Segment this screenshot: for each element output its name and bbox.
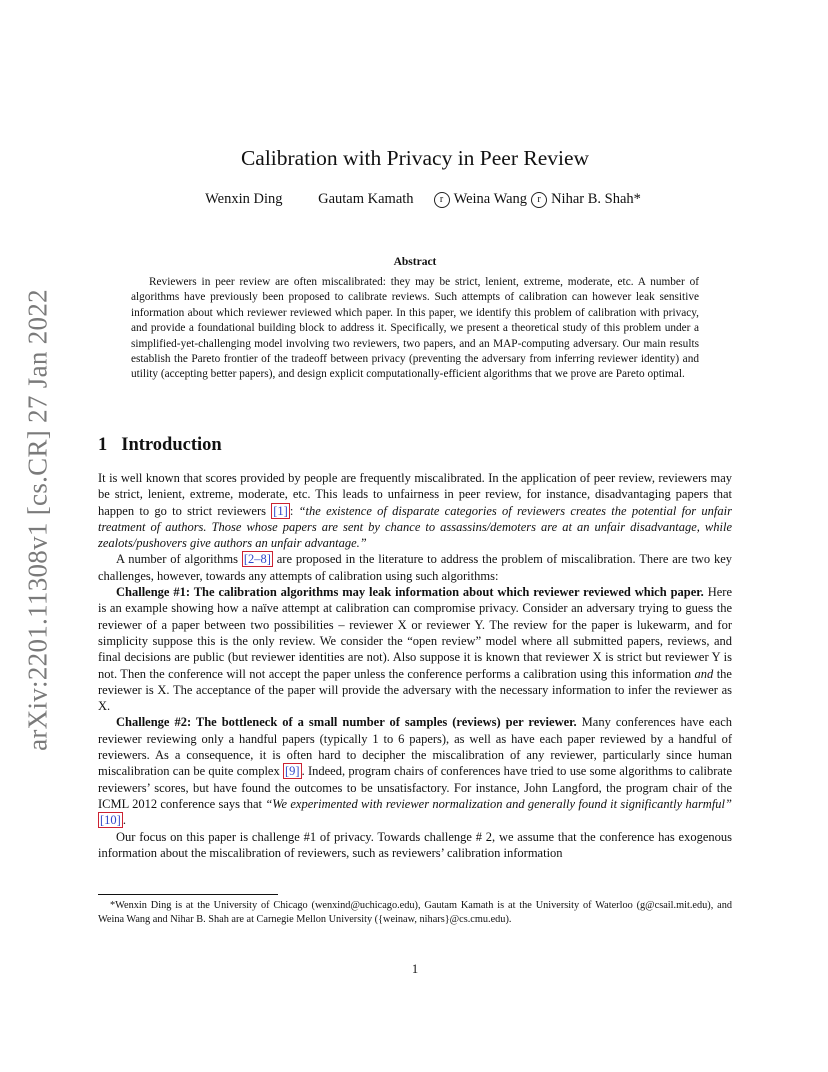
paragraph-focus: Our focus on this paper is challenge #1 of privacy. Towards challenge # 2, we assume that the conference has exogenous information about the miscalibration of reviewers, such as reviewers’ calibration information: [98, 829, 732, 860]
challenge-1-heading: Challenge #1: The calibration algorithms may leak information about which reviewer reviewed which paper.: [116, 585, 704, 600]
abstract-text: Reviewers in peer review are often miscalibrated: they may be strict, lenient, extreme, moderate, etc. A number of algorithms have previously been proposed to calibrate reviews. Such attempts of calibration can however leak sensitive information about which reviewer reviewed which paper. In this paper, we identify this problem of calibration with privacy, and provide a foundational building block to address it. Specifically, we present a theoretical study of this problem under a simplified-yet-challenging model involving two reviewers, two papers, and an MAP-computing adversary. Our main results establish the Pareto frontier of the tradeoff between privacy (preventing the adversary from inferring reviewer identity) and utility (accepting better papers), and design explicit computationally-efficient algorithms that we prove are Pareto optimal.: [131, 276, 699, 381]
author-1: Wenxin Ding: [205, 191, 283, 207]
random-order-icon: r: [434, 192, 450, 208]
paper-title: Calibration with Privacy in Peer Review: [240, 146, 590, 170]
text-run: :: [289, 503, 299, 518]
paragraph-intro: [98, 470, 732, 551]
section-title: Introduction: [121, 435, 222, 455]
challenge-2-heading: Challenge #2: The bottleneck of a small number of samples (reviews) per reviewer.: [116, 715, 577, 730]
text-run: It is well known that scores provided by people are frequently miscalibrated. In the application of peer review, reviewers may be strict, lenient, extreme, moderate, etc. This leads to unfairness in peer review, for instance, disadvantaging papers that happen to go to strict reviewers: [98, 471, 732, 518]
citation-link[interactable]: [1]: [273, 503, 288, 518]
citation-link[interactable]: [10]: [100, 813, 121, 828]
author-2: Gautam Kamath: [318, 191, 414, 207]
arxiv-stamp: [18, 290, 58, 750]
section-number: 1: [98, 435, 108, 455]
citation-link[interactable]: [2–8]: [243, 552, 271, 567]
text-run: are proposed in the literature to address the problem of miscalibration. There are two key challenges, however, towards any attempts of calibration using such algorithms:: [98, 552, 732, 583]
author-3: Weina Wang: [453, 191, 528, 207]
text-run: Many conferences have each reviewer reviewing only a handful papers (typically 1 to 6 papers), as well as have each paper reviewed by a handful of reviewers. As a consequence, it is often hard to decipher the miscalibration of any reviewer, particularly since human miscalibration can be quite complex: [98, 715, 732, 779]
text-run: . Indeed, program chairs of conferences have tried to use some algorithms to calibrate reviewers’ scores, but have found the outcomes to be unsatisfactory. For instance, John Langford, the program chair of the ICML 2012 conference says that: [98, 764, 732, 811]
text-run: the reviewer is X. The acceptance of the paper will provide the adversary with the necessary information to infer the reviewer as X.: [98, 666, 732, 714]
author-4: Nihar B. Shah*: [551, 191, 641, 207]
paragraph-algorithms: [98, 551, 732, 584]
emphasis: and: [694, 666, 714, 681]
footnote: *Wenxin Ding is at the University of Chicago (wenxind@uchicago.edu), Gautam Kamath is at the University of Waterloo (g@csail.mit.edu), and Weina Wang and Nihar B. Shah are at Carnegie Mellon University ({weinaw, nihars}@cs.cmu.edu).: [98, 900, 732, 925]
citation-link[interactable]: [9]: [285, 764, 300, 779]
paragraph-challenge-1: [98, 584, 732, 714]
text-run: Here is an example showing how a naïve attempt at calibration can compromise privacy. Consider an adversary trying to guess the reviewer of a paper between two possibilities – reviewer X or reviewer Y. The review for the paper is lukewarm, and for simplicity suppose this is the only review. We consider the “open review” model where all submitted papers, reviews, and final decisions are public (but reviewer identities are not). Also suppose it is known that reviewer X is strict but reviewer Y is not. Then the conference will not accept the paper unless the conference performs a calibration using this information: [98, 585, 732, 681]
quote-text: “the existence of disparate categories of reviewers creates the potential for unfair treatment of authors. Those whose papers are sent by chance to assassins/demoters are at an unfair disadvantage, while zealots/pushovers give authors an unfair advantage.”: [98, 503, 732, 551]
page-number: 1: [411, 962, 419, 976]
abstract-heading: Abstract: [393, 256, 437, 268]
arxiv-id: arXiv:2201.11308v1 [cs.CR] 27 Jan 2022: [22, 289, 53, 751]
text-run: A number of algorithms: [116, 552, 242, 567]
text-run: .: [122, 813, 126, 828]
random-order-icon: r: [531, 192, 547, 208]
paragraph-challenge-2: [98, 714, 732, 828]
quote-text: “We experimented with reviewer normalization and generally found it significantly harmful”: [265, 796, 732, 811]
author-list: [98, 191, 732, 208]
body-text: [98, 470, 732, 861]
footnote-rule: [98, 894, 278, 895]
section-heading: [98, 435, 222, 456]
